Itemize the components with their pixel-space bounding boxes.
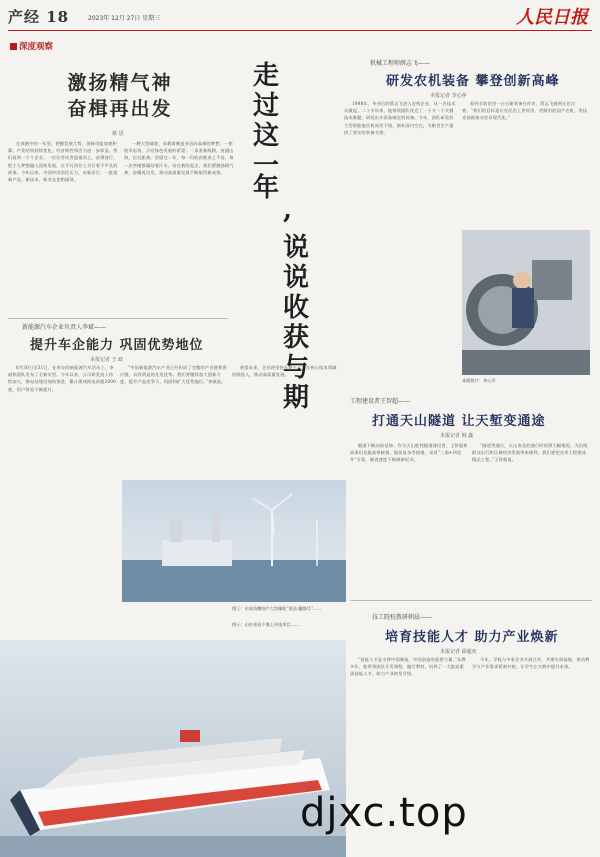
title-char: 说 — [283, 263, 310, 293]
section-divider-right — [350, 600, 592, 601]
title-char: 收 — [283, 293, 310, 323]
story3-reporter: 本报记者 韩 鑫 — [440, 433, 474, 439]
page-header — [0, 0, 600, 34]
story4-body-col1: “技能人才是支撑中国制造、中国创造的重要力量。”从教多年，他带领团队开发课程、编写教材，培养了一大批高素质技能人才，助力产业转型升级。 — [350, 657, 466, 677]
title-char: , — [283, 195, 293, 225]
vertical-main-title — [245, 55, 310, 413]
photo-caption-1: 图①：东部首艘国产大型邮轮“爱达·魔都号”…… — [232, 606, 322, 611]
newspaper-logo: 人民日报 — [516, 7, 588, 28]
feature-body-col2: 一艘大型邮轮，承载着制造业迈向高端的梦想；一座座风电场，点亮绿色发展的希望；一条条新线路，连通山海，拉近距离。回望这一年，每一份收获都来之不易，每一次突破都凝结着汗水。站在新的起点，我们要激扬精气神，奋楫再出发，推动高质量发展不断取得新成效。 — [124, 141, 234, 175]
title-char: 年 — [253, 173, 280, 203]
column-tag — [10, 40, 53, 52]
feature-body-col1: 在奔跑中的一年里，把握发展大势，创新动能加速积累，产业结构持续优化，经济韧性和活力进一步彰显。我们看到一个个企业、一位位劳动者迎难而上，奋勇前行，把个人梦想融入国家发展，在平凡岗位上书写着不平凡的故事。今年以来，中国经济顶住压力，向新而行，一批批新产品、新技术、新业态竞相涌现。 — [8, 141, 118, 183]
story2-body-col1: 8月30日至31日，在举办的新能源汽车活动上，李斌和团队发布了全新车型。今年以来，公司研发投入持续加大，换电站建设加快推进，累计建成换电站超2000座，用户体验不断提升。 — [8, 365, 116, 392]
story2-body-col3: 展望未来，企业将坚持长期主义，在核心技术领域持续投入，推动高质量发展。 — [232, 365, 337, 378]
title-char: 一 — [253, 151, 280, 181]
title-char: 期 — [283, 383, 310, 413]
story3-kicker: 工程建设者王智超—— — [350, 398, 411, 405]
issue-date: 2023年 12月 27日 星期三 — [88, 15, 161, 22]
story1-body-col2: 看到丰收田里一台台新装备在作业，薛志飞感到无比自豪。“我们的目标是让农民用上更好用、更耐用的国产农机，用技术创新推动农业现代化。” — [462, 101, 588, 121]
story1-reporter: 本报记者 李心萍 — [430, 93, 467, 99]
story4-body-col2: 今年，学校与多家企业开展合作，共建实训基地，推动教学与产业需求紧密对接，让学生在实践中提升本领。 — [472, 657, 590, 670]
header-rule — [8, 30, 592, 31]
section-divider — [8, 318, 228, 319]
watermark: djxc.top — [300, 790, 468, 836]
story1-kicker: 机械工程师薛志飞—— — [370, 60, 431, 67]
title-char: 与 — [283, 353, 310, 383]
story1-body-col1: 1998年，毕业后的薛志飞进入农机企业，从一名技术员做起。二十多年来，他带领团队攻克了一个又一个关键技术难题，研发出多款高端农机装备。今年，团队研发的大型智能拖拉机成功下线，填补国内空白，为粮食生产提供了坚实的装备支撑。 — [344, 101, 456, 135]
wind-farm-illustration — [122, 480, 346, 602]
engineer-photo-illustration — [462, 230, 590, 375]
feature-author: 蔡 语 — [112, 131, 124, 137]
story4-title: 培育技能人才 助力产业焕新 — [385, 630, 559, 645]
section-label: 产经 18 — [8, 8, 70, 26]
cruise-ship-illustration — [0, 640, 346, 857]
story3-title: 打通天山隧道 让天堑变通途 — [372, 414, 546, 429]
story4-reporter: 本报记者 邱超奕 — [440, 649, 477, 655]
cruise-ship-photo — [0, 640, 346, 857]
wind-farm-photo — [122, 480, 346, 602]
story2-reporter: 本报记者 王 政 — [90, 357, 124, 363]
tag-square-icon — [10, 43, 17, 50]
story2-kicker: 新能源汽车企业负责人李斌—— — [22, 324, 107, 331]
feature-headline-line1: 激扬精气神 — [67, 72, 173, 94]
story2-body-col2: “中国新能源汽车产业已经形成了完整的产业链和供应链，具有明显的先发优势。我们要继续加大创新力度，提升产品竞争力，巩固和扩大优势地位。”李斌说。 — [120, 365, 227, 385]
story2-title: 提升车企能力 巩固优势地位 — [30, 338, 204, 353]
photo-credit: 本版照片：李心萍 — [462, 378, 496, 383]
story4-kicker: 技工院校教研朝晨—— — [372, 614, 433, 621]
story1-title: 研发农机装备 攀登创新高峰 — [386, 74, 560, 89]
feature-headline-line2: 奋楫再出发 — [67, 98, 173, 120]
engineer-photo — [462, 230, 590, 375]
title-char: 说 — [283, 233, 310, 263]
column-tag-label: 深度观察 — [19, 42, 54, 52]
feature-headline — [40, 70, 200, 122]
title-char: 获 — [283, 323, 310, 353]
title-char: 走 — [253, 61, 280, 91]
title-char: 过 — [253, 91, 280, 121]
photo-caption-2: 图④：山东省首个海上风电项目…… — [232, 622, 300, 627]
story3-body-col1: 隧道不断向前延伸。作为天山胜利隧道建设者，王智超和同事们克服高寒缺氧、地质复杂等困难，采用“三洞+四竖井”方案，掘进速度不断刷新纪录。 — [350, 443, 468, 463]
title-char: 这 — [253, 121, 280, 151]
story3-body-col2: “隧道贯通后，天山南北的通行时间将大幅缩短，为沿线群众出行和区域经济发展带来便利。我们要把这项工程建成精品工程。”王智超说。 — [472, 443, 588, 463]
